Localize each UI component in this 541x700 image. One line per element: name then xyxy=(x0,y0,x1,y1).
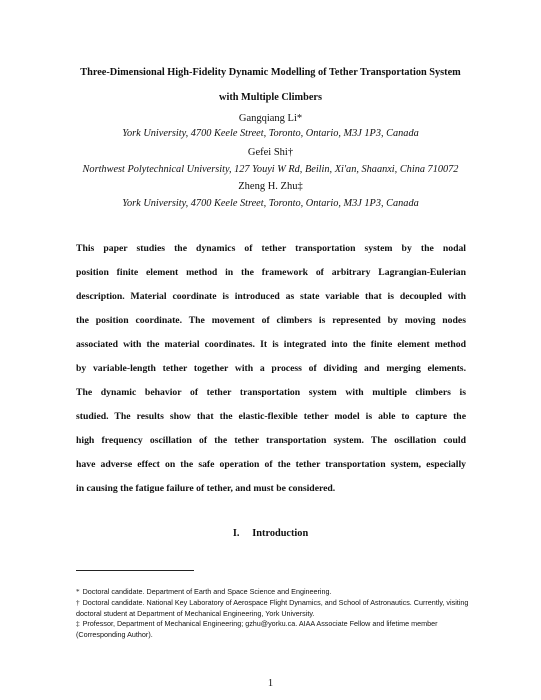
page-number: 1 xyxy=(267,678,274,689)
footnote-3 xyxy=(76,619,476,639)
abstract-line: This paper studies the dynamics of tether transportation system by the nodal xyxy=(76,243,466,254)
paper-title-line-2: with Multiple Climbers xyxy=(219,92,322,103)
abstract-line: position finite element method in the framework of arbitrary Lagrangian-Eulerian xyxy=(76,267,466,278)
abstract-line: The dynamic behavior of tether transportation system with multiple climbers is xyxy=(76,387,466,398)
abstract-line: by variable-length tether together with a process of dividing and merging elements. xyxy=(76,363,466,374)
footnote-mark: † xyxy=(76,599,80,607)
author-affiliation-2: Northwest Polytechnical University, 127 Youyi W Rd, Beilin, Xi'an, Shaanxi, China 710072 xyxy=(82,164,459,175)
footnote-text: Doctoral candidate. Department of Earth and Space Science and Engineering. xyxy=(82,587,332,596)
author-affiliation-3: York University, 4700 Keele Street, Toronto, Ontario, M3J 1P3, Canada xyxy=(122,198,419,209)
abstract-line: studied. The results show that the elastic-flexible tether model is able to capture the xyxy=(76,411,466,422)
author-name-2: Gefei Shi† xyxy=(247,147,294,158)
paper-title-line-1: Three-Dimensional High-Fidelity Dynamic Modelling of Tether Transportation System xyxy=(80,67,461,78)
author-affiliation-1: York University, 4700 Keele Street, Toronto, Ontario, M3J 1P3, Canada xyxy=(122,128,419,139)
abstract-line: the position coordinate. The movement of climbers is represented by moving nodes xyxy=(76,315,466,326)
abstract-line: in causing the fatigue failure of tether, and must be considered. xyxy=(76,483,336,494)
footnote-1 xyxy=(76,587,476,598)
footnote-text: Professor, Department of Mechanical Engineering; gzhu@yorku.ca. AIAA Associate Fellow and lifetime member (Corresponding Author). xyxy=(76,619,438,639)
abstract-line: associated with the material coordinates. It is integrated into the finite element method xyxy=(76,339,466,350)
abstract-line: high frequency oscillation of the tether transportation system. The oscillation could xyxy=(76,435,466,446)
abstract-line: have adverse effect on the safe operation of the tether transportation system, especially xyxy=(76,459,466,470)
footnote-mark: ‡ xyxy=(76,620,80,628)
abstract-line: description. Material coordinate is introduced as state variable that is decoupled with xyxy=(76,291,466,302)
author-name-1: Gangqiang Li* xyxy=(238,113,303,124)
section-heading-introduction: I. Introduction xyxy=(232,528,309,539)
footnote-separator xyxy=(76,570,194,571)
footnote-2 xyxy=(76,598,476,618)
author-name-3: Zheng H. Zhu‡ xyxy=(238,181,303,192)
footnote-mark: * xyxy=(76,588,80,596)
footnote-text: Doctoral candidate. National Key Laboratory of Aerospace Flight Dynamics, and School of Astronautics. Currently, visiting doctoral student at Department of Mechanical Engineering, York University. xyxy=(76,598,469,618)
